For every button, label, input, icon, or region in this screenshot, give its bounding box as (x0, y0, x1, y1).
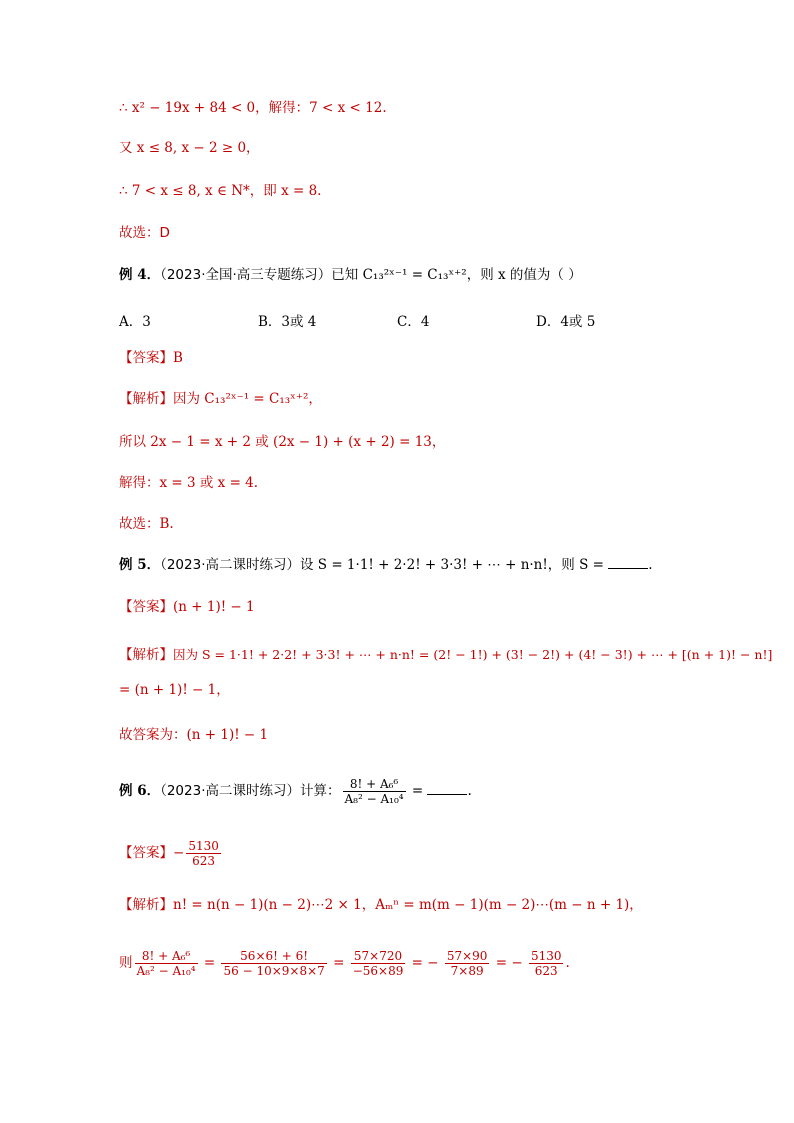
equals-negative: = − (407, 955, 443, 971)
fraction-numerator: 57×90 (446, 949, 488, 963)
option-a: A．3 (119, 314, 151, 330)
answer-blank (608, 556, 648, 569)
period: . (565, 955, 570, 971)
solution-line-4: 故选：D (119, 225, 170, 241)
analysis-tag: 【解析】 (119, 391, 173, 407)
answer-tag: 【答案】 (119, 599, 173, 615)
fraction-denominator: A₈² − A₁₀⁴ (136, 964, 196, 978)
example-4-analysis-3: 解得：x = 3 或 x = 4. (119, 475, 259, 491)
example-6-question (119, 775, 472, 807)
fraction-5 (529, 949, 564, 978)
example-5-question (119, 556, 653, 574)
example-5-source: （2023·高二课时练习） (160, 557, 300, 573)
fraction-numerator: 56×6! + 6! (221, 949, 326, 964)
answer-value: (n + 1)! − 1 (173, 599, 255, 615)
fraction-denominator: 623 (534, 964, 558, 978)
example-4-stem: 已知 C₁₃²ˣ⁻¹ = C₁₃ˣ⁺²，则 x 的值为（ ） (331, 267, 582, 283)
fraction-denominator: A₈² − A₁₀⁴ (344, 792, 404, 806)
fraction-numerator: 57×720 (351, 949, 406, 964)
fraction-2 (221, 949, 326, 978)
fraction-denominator: 56 − 10×9×8×7 (223, 964, 325, 978)
example-5-analysis-3: 故答案为：(n + 1)! − 1 (119, 727, 269, 743)
answer-value: B (173, 350, 183, 366)
fraction-4 (445, 949, 490, 978)
fraction-numerator: 5130 (530, 949, 562, 963)
example-5-analysis-2: = (n + 1)! − 1， (119, 682, 230, 698)
answer-fraction (186, 839, 221, 868)
option-b: B．3或 4 (258, 314, 317, 330)
example-5-stem: 设 S = 1·1! + 2·2! + 3·3! + ⋯ + n·n!，则 S = (300, 557, 609, 573)
analysis-tag: 【解析】 (119, 897, 173, 913)
equals: = (328, 955, 349, 971)
fraction-numerator: 8! + A₆⁶ (135, 949, 198, 964)
example-4-label: 例 4． (119, 267, 161, 283)
example-6-stem: 计算： (300, 783, 341, 799)
analysis-prefix: 则 (119, 955, 133, 971)
analysis-text: 因为 C₁₃²ˣ⁻¹ = C₁₃ˣ⁺²， (173, 391, 322, 407)
answer-tag: 【答案】 (119, 845, 173, 861)
fraction-1 (135, 949, 198, 978)
answer-tag: 【答案】 (119, 350, 173, 366)
fraction-3 (351, 949, 406, 978)
option-d: D．4或 5 (536, 314, 596, 330)
stem-end: . (648, 557, 653, 573)
option-c: C．4 (397, 314, 430, 330)
example-6-analysis-1 (119, 896, 643, 914)
solution-line-3: ∴ 7 < x ≤ 8, x ∈ N*，即 x = 8. (119, 183, 322, 199)
analysis-tag: 【解析】 (119, 647, 173, 663)
fraction-numerator: 5130 (188, 839, 219, 853)
example-5-answer (119, 598, 255, 616)
equals: = (199, 955, 220, 971)
fraction-denominator: −56×89 (352, 964, 404, 978)
solution-line-2: 又 x ≤ 8, x − 2 ≥ 0， (119, 140, 260, 156)
fraction-denominator: 7×89 (450, 964, 484, 978)
example-6-analysis-2 (119, 946, 570, 980)
example-5-analysis-1 (119, 646, 772, 664)
example-6-answer (119, 837, 223, 869)
example-4-source: （2023·全国·高三专题练习） (160, 267, 332, 283)
analysis-text: n! = n(n − 1)(n − 2)⋯2 × 1，Aₘⁿ = m(m − 1)(m − 2)⋯(m − n + 1)， (173, 897, 643, 913)
example-6-source: （2023·高二课时练习） (160, 783, 300, 799)
answer-blank (427, 782, 467, 795)
example-4-question (119, 266, 582, 284)
example-4-answer (119, 349, 183, 367)
stem-end: . (467, 783, 472, 799)
solution-line-1: ∴ x² − 19x + 84 < 0，解得：7 < x < 12. (119, 100, 387, 116)
example-6-label: 例 6． (119, 783, 161, 799)
example-4-analysis-4: 故选：B. (119, 516, 174, 532)
analysis-text: 因为 S = 1·1! + 2·2! + 3·3! + ⋯ + n·n! = (2! − 1!) + (3! − 2!) + (4! − 3!) + ⋯ + [(n + 1)! − n!] (173, 647, 773, 662)
example-4-analysis-1 (119, 390, 322, 408)
stem-fraction (343, 777, 406, 806)
fraction-denominator: 623 (192, 854, 216, 868)
fraction-numerator: 8! + A₆⁶ (343, 777, 406, 792)
example-4-analysis-2: 所以 2x − 1 = x + 2 或 (2x − 1) + (x + 2) = 13， (119, 434, 446, 450)
equals-negative: = − (491, 955, 527, 971)
answer-sign: − (173, 845, 185, 861)
example-5-label: 例 5． (119, 557, 161, 573)
equals: = (407, 783, 428, 799)
